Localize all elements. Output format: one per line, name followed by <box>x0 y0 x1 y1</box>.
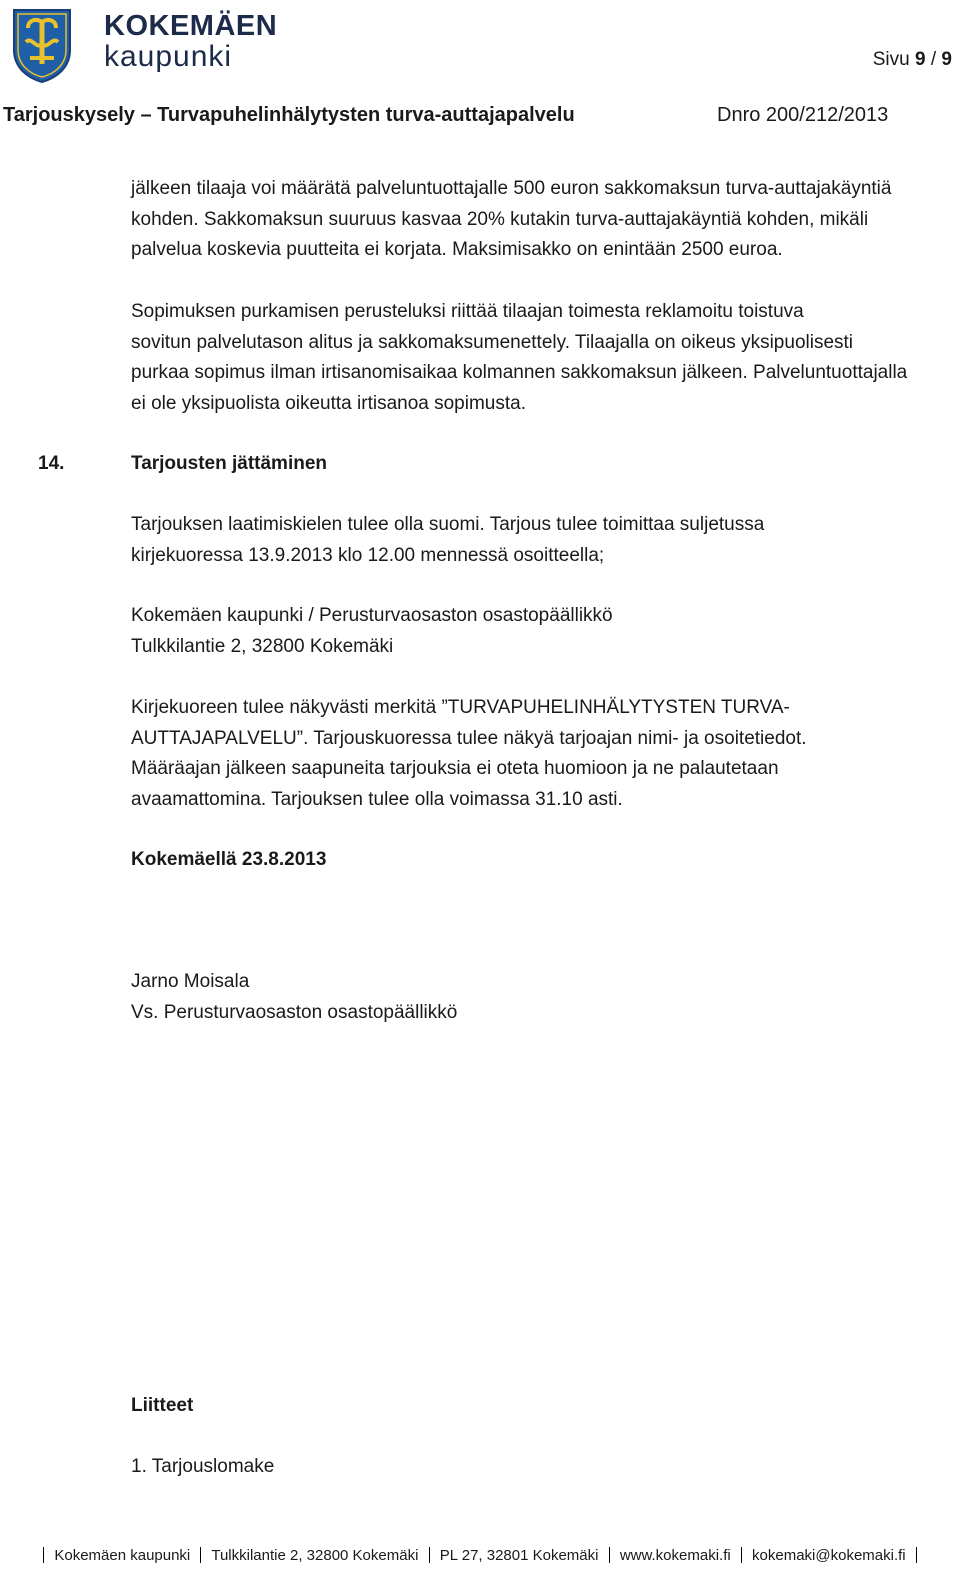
text-line: kirjekuoressa 13.9.2013 klo 12.00 mennessä osoitteella; <box>131 544 605 566</box>
text-line: palvelua koskevia puutteita ei korjata. Maksimisakko on enintään 2500 euroa. <box>131 239 783 260</box>
document-reference: Dnro 200/212/2013 <box>717 104 889 126</box>
page-total: 9 <box>941 49 952 70</box>
footer-separator <box>200 1547 201 1563</box>
signer-name: Jarno Moisala <box>131 971 250 992</box>
text-line: Kirjekuoreen tulee näkyvästi merkitä ”TURVAPUHELINHÄLYTYSTEN TURVA- <box>131 697 790 718</box>
section-title: Tarjousten jättäminen <box>131 453 328 474</box>
text-line: Määräajan jälkeen saapuneita tarjouksia ei oteta huomioon ja ne palautetaan <box>131 758 779 779</box>
signer-title: Vs. Perusturvaosaston osastopäällikkö <box>131 1001 458 1023</box>
page-label: Sivu <box>872 49 910 70</box>
footer-org: Kokemäen kaupunki <box>54 1547 191 1564</box>
footer-separator <box>741 1547 742 1563</box>
footer-street-address: Tulkkilantie 2, 32800 Kokemäki <box>211 1547 419 1564</box>
text-line: Sopimuksen purkamisen perusteluksi riittää tilaajan toimesta reklamoitu toistuva <box>131 301 804 322</box>
footer-website-link[interactable]: www.kokemaki.fi <box>619 1547 731 1564</box>
footer-separator <box>429 1547 430 1563</box>
text-line: avaamattomina. Tarjouksen tulee olla voimassa 31.10 asti. <box>131 788 623 810</box>
signature-block <box>131 967 951 1028</box>
address-line: Kokemäen kaupunki / Perusturvaosaston osastopäällikkö <box>131 605 613 626</box>
attachments-heading: Liitteet <box>131 1395 194 1416</box>
page-number <box>873 49 952 71</box>
paragraph-penalty <box>131 174 951 266</box>
text-line: ei ole yksipuolista oikeutta irtisanoa sopimusta. <box>131 392 526 414</box>
address-line: Tulkkilantie 2, 32800 Kokemäki <box>131 635 394 657</box>
footer-separator <box>609 1547 610 1563</box>
footer-po-box: PL 27, 32801 Kokemäki <box>439 1547 599 1564</box>
text-line: jälkeen tilaaja voi määrätä palveluntuottajalle 500 euron sakkomaksun turva-auttajakäyntiä <box>131 178 892 199</box>
coat-of-arms-logo <box>10 6 74 84</box>
text-line: kohden. Sakkomaksun suuruus kasvaa 20% kutakin turva-auttajakäyntiä kohden, mikäli <box>131 208 869 230</box>
page-current: 9 <box>915 49 926 70</box>
paragraph-submission <box>131 510 951 571</box>
address-block <box>131 601 951 662</box>
footer-separator <box>916 1547 917 1563</box>
page-footer <box>0 1544 960 1568</box>
attachment-item: 1. Tarjouslomake <box>131 1456 275 1477</box>
footer-separator <box>43 1547 44 1563</box>
paragraph-termination <box>131 297 951 419</box>
text-line: purkaa sopimus ilman irtisanomisaikaa kolmannen sakkomaksun jälkeen. Palveluntuottajalla <box>131 362 908 383</box>
text-line: sovitun palvelutason alitus ja sakkomaksumenettely. Tilaajalla on oikeus yksipuolisesti <box>131 331 854 353</box>
paragraph-envelope <box>131 693 951 815</box>
footer-email-link[interactable]: kokemaki@kokemaki.fi <box>752 1547 906 1564</box>
text-line: AUTTAJAPALVELU”. Tarjouskuoressa tulee näkyä tarjoajan nimi- ja osoitetiedot. <box>131 727 807 749</box>
org-name: KOKEMÄEN <box>104 10 278 42</box>
section-number: 14. <box>38 453 65 474</box>
org-subtitle: kaupunki <box>104 40 233 73</box>
place-date: Kokemäellä 23.8.2013 <box>131 849 327 870</box>
text-line: Tarjouksen laatimiskielen tulee olla suomi. Tarjous tulee toimittaa suljetussa <box>131 514 765 535</box>
document-title: Tarjouskysely – Turvapuhelinhälytysten turva-auttajapalvelu <box>3 104 575 126</box>
page-separator: / <box>930 49 937 70</box>
